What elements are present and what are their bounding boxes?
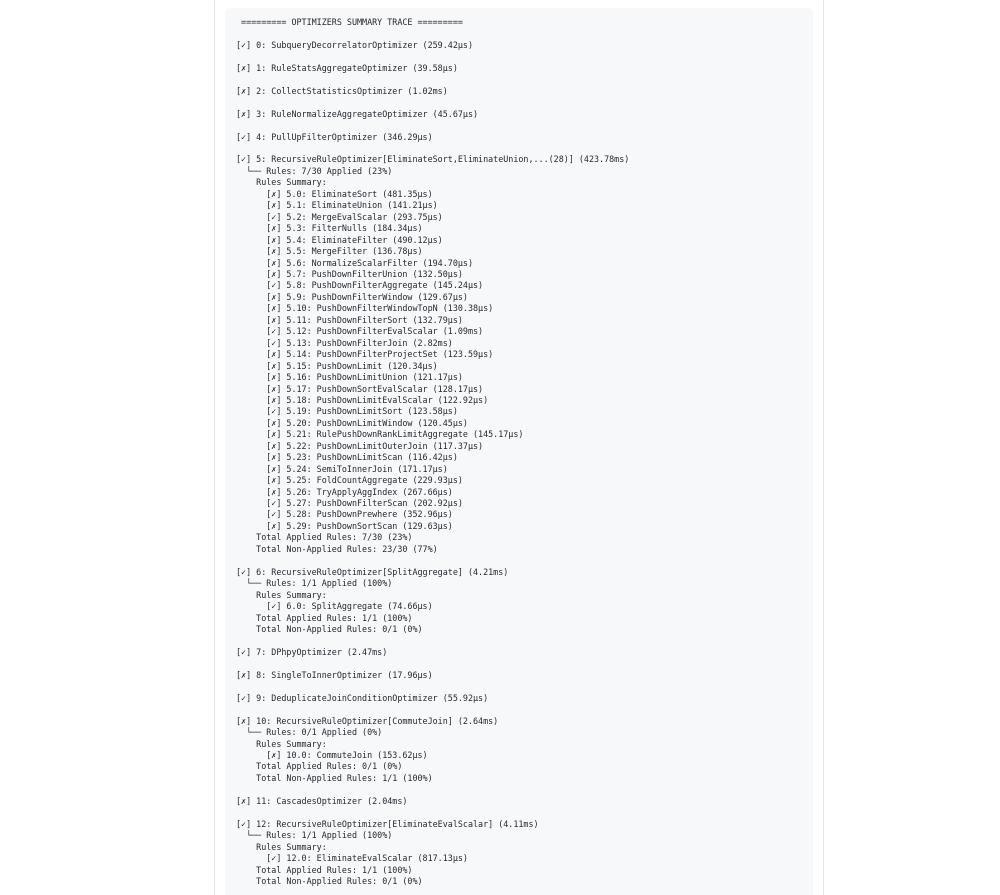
trace-line: [✗] 5.3: FilterNulls (184.34μs) <box>236 223 423 234</box>
trace-line: [✗] 11: CascadesOptimizer (2.04ms) <box>236 795 408 806</box>
trace-line: [✗] 5.10: PushDownFilterWindowTopN (130.38μs) <box>236 303 494 314</box>
trace-line: └── Rules: 7/30 Applied (23%) <box>236 165 393 176</box>
trace-line: [✗] 5.15: PushDownLimit (120.34μs) <box>236 360 438 371</box>
trace-line: Total Applied Rules: 0/1 (0%) <box>236 761 403 772</box>
trace-line: Total Non-Applied Rules: 0/1 (0%) <box>236 624 423 635</box>
trace-line: [✗] 5.23: PushDownLimitScan (116.42μs) <box>236 452 458 463</box>
trace-line: [✓] 5.19: PushDownLimitSort (123.58μs) <box>236 406 458 417</box>
trace-line: [✗] 5.21: RulePushDownRankLimitAggregate (145.17μs) <box>236 429 524 440</box>
optimizer-trace-text[interactable] <box>225 8 813 887</box>
trace-line: [✓] 5.12: PushDownFilterEvalScalar (1.09ms) <box>236 326 484 337</box>
trace-line: [✗] 5.22: PushDownLimitOuterJoin (117.37μs) <box>236 440 484 451</box>
trace-line: [✗] 2: CollectStatisticsOptimizer (1.02ms) <box>236 85 448 96</box>
trace-line: [✗] 5.16: PushDownLimitUnion (121.17μs) <box>236 372 463 383</box>
trace-line: [✗] 3: RuleNormalizeAggregateOptimizer (45.67μs) <box>236 108 479 119</box>
trace-line: [✗] 5.0: EliminateSort (481.35μs) <box>236 188 433 199</box>
trace-line: Total Applied Rules: 1/1 (100%) <box>236 864 413 875</box>
trace-line: [✗] 10: RecursiveRuleOptimizer[CommuteJoin] (2.64ms) <box>236 715 499 726</box>
trace-line: [✓] 4: PullUpFilterOptimizer (346.29μs) <box>236 131 433 142</box>
trace-line: [✓] 5.8: PushDownFilterAggregate (145.24μs) <box>236 280 484 291</box>
trace-line: [✗] 5.4: EliminateFilter (490.12μs) <box>236 234 443 245</box>
trace-line: [✓] 6.0: SplitAggregate (74.66μs) <box>236 601 433 612</box>
trace-line: [✗] 5.29: PushDownSortScan (129.63μs) <box>236 520 453 531</box>
trace-line: Total Applied Rules: 1/1 (100%) <box>236 612 413 623</box>
trace-line: Total Non-Applied Rules: 23/30 (77%) <box>236 543 438 554</box>
trace-line: [✓] 5: RecursiveRuleOptimizer[EliminateSort,EliminateUnion,...(28)] (423.78ms) <box>236 154 630 165</box>
trace-line: [✓] 9: DeduplicateJoinConditionOptimizer (55.92μs) <box>236 692 489 703</box>
trace-line: [✗] 5.17: PushDownSortEvalScalar (128.17μs) <box>236 383 484 394</box>
trace-line: └── Rules: 1/1 Applied (100%) <box>236 578 393 589</box>
trace-line: [✗] 1: RuleStatsAggregateOptimizer (39.58μs) <box>236 62 458 73</box>
trace-line: [✗] 5.9: PushDownFilterWindow (129.67μs) <box>236 291 468 302</box>
trace-line: [✓] 7: DPhpyOptimizer (2.47ms) <box>236 646 388 657</box>
trace-line: [✗] 5.11: PushDownFilterSort (132.79μs) <box>236 314 463 325</box>
trace-line: [✓] 12: RecursiveRuleOptimizer[EliminateEvalScalar] (4.11ms) <box>236 818 539 829</box>
trace-line: [✓] 5.28: PushDownPrewhere (352.96μs) <box>236 509 453 520</box>
trace-line: ========= OPTIMIZERS SUMMARY TRACE ========= <box>236 17 463 27</box>
trace-line: [✗] 5.1: EliminateUnion (141.21μs) <box>236 200 438 211</box>
trace-line: [✓] 5.27: PushDownFilterScan (202.92μs) <box>236 498 463 509</box>
trace-line: [✗] 5.6: NormalizeScalarFilter (194.70μs) <box>236 257 473 268</box>
trace-line: Rules Summary: <box>236 589 327 600</box>
trace-line: [✓] 5.13: PushDownFilterJoin (2.82ms) <box>236 337 453 348</box>
trace-line: Rules Summary: <box>236 841 327 852</box>
trace-line: [✓] 12.0: EliminateEvalScalar (817.13μs) <box>236 853 468 864</box>
trace-line: └── Rules: 1/1 Applied (100%) <box>236 830 393 841</box>
trace-line: [✗] 8: SingleToInnerOptimizer (17.96μs) <box>236 669 433 680</box>
trace-line: [✗] 5.26: TryApplyAggIndex (267.66μs) <box>236 486 453 497</box>
trace-line: [✗] 5.25: FoldCountAggregate (229.93μs) <box>236 475 463 486</box>
trace-line: [✓] 5.2: MergeEvalScalar (293.75μs) <box>236 211 443 222</box>
trace-line: Rules Summary: <box>236 177 327 188</box>
trace-line: Total Non-Applied Rules: 0/1 (0%) <box>236 875 423 886</box>
trace-line: [✓] 0: SubqueryDecorrelatorOptimizer (259.42μs) <box>236 39 473 50</box>
trace-line: └── Rules: 0/1 Applied (0%) <box>236 727 383 738</box>
trace-line: [✗] 5.24: SemiToInnerJoin (171.17μs) <box>236 463 448 474</box>
trace-line: [✗] 5.20: PushDownLimitWindow (120.45μs) <box>236 417 468 428</box>
trace-line: [✗] 5.14: PushDownFilterProjectSet (123.59μs) <box>236 349 494 360</box>
trace-line: [✗] 5.18: PushDownLimitEvalScalar (122.92μs) <box>236 394 489 405</box>
trace-line: Total Applied Rules: 7/30 (23%) <box>236 532 413 543</box>
trace-line: [✗] 5.7: PushDownFilterUnion (132.50μs) <box>236 268 463 279</box>
trace-line: [✗] 10.0: CommuteJoin (153.62μs) <box>236 750 428 760</box>
trace-line: Total Non-Applied Rules: 1/1 (100%) <box>236 772 433 783</box>
trace-line: [✓] 6: RecursiveRuleOptimizer[SplitAggregate] (4.21ms) <box>236 566 509 577</box>
trace-line: Rules Summary: <box>236 738 327 749</box>
code-block[interactable] <box>225 8 813 895</box>
trace-line: [✗] 5.5: MergeFilter (136.78μs) <box>236 246 423 257</box>
